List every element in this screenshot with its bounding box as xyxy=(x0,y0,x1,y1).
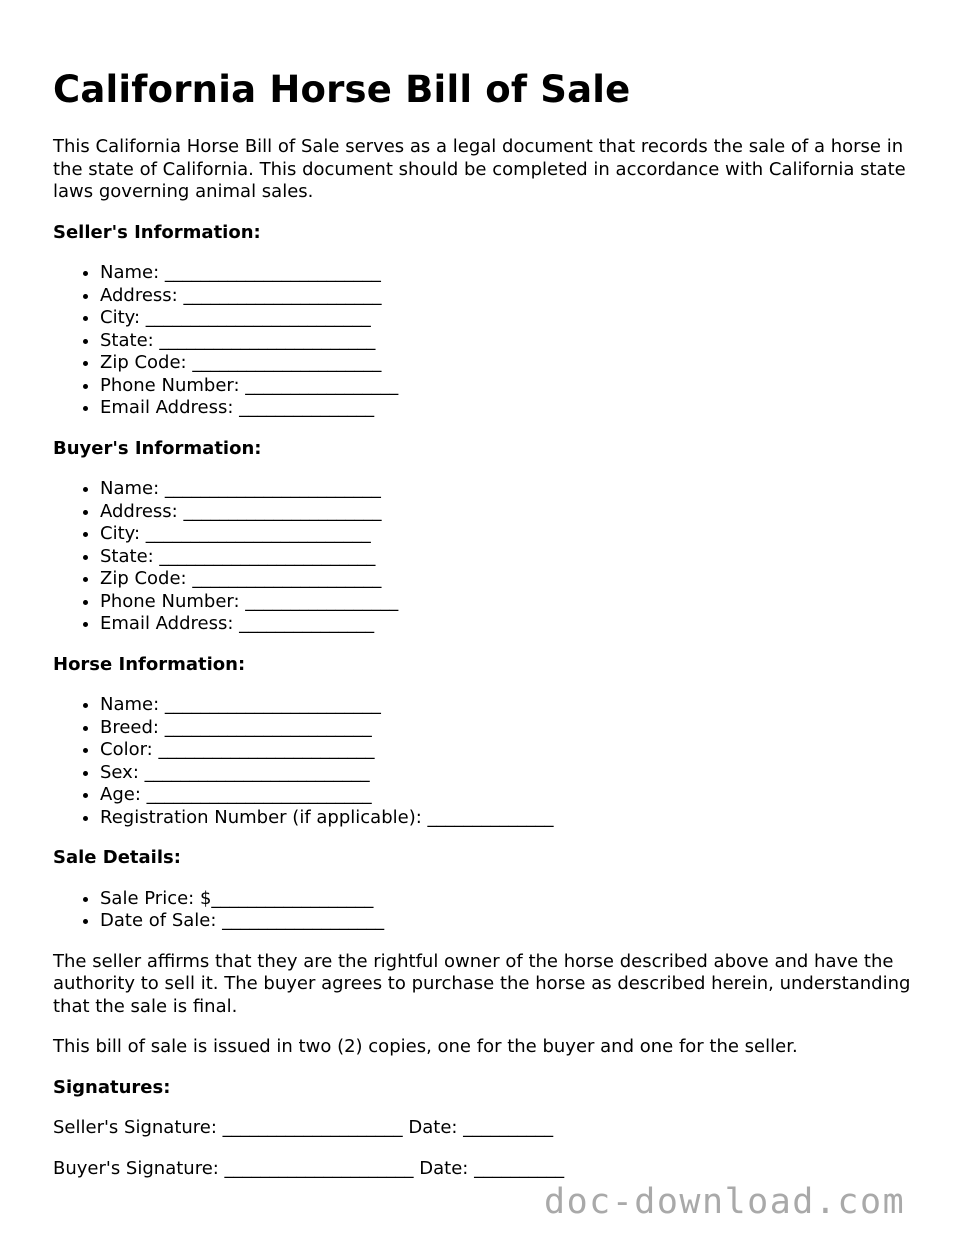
sale-date-field: • Date of Sale: __________________ xyxy=(100,910,913,933)
site-watermark: doc-download.com xyxy=(544,1182,906,1222)
seller-name-field: • Name: ________________________ xyxy=(100,262,913,285)
horse-breed-field: • Breed: _______________________ xyxy=(100,717,913,740)
buyer-fields-list xyxy=(53,478,913,636)
sale-price-field: • Sale Price: $__________________ xyxy=(100,888,913,911)
horse-name-field: • Name: ________________________ xyxy=(100,694,913,717)
sale-heading: Sale Details: xyxy=(53,847,181,868)
seller-address-field: • Address: ______________________ xyxy=(100,285,913,308)
sale-fields-list xyxy=(53,888,913,933)
signatures-heading: Signatures: xyxy=(53,1076,171,1098)
seller-zip-field: • Zip Code: _____________________ xyxy=(100,352,913,375)
document-title: California Horse Bill of Sale xyxy=(53,68,631,111)
seller-state-field: • State: ________________________ xyxy=(100,330,913,353)
buyer-email-field: • Email Address: _______________ xyxy=(100,613,913,636)
buyer-address-field: • Address: ______________________ xyxy=(100,501,913,524)
horse-registration-field: • Registration Number (if applicable): ______________ xyxy=(100,807,913,830)
seller-signature-line: Seller's Signature: ____________________ Date: __________ xyxy=(53,1117,554,1138)
buyer-signature-line: Buyer's Signature: _____________________ Date: __________ xyxy=(53,1157,565,1179)
seller-email-field: • Email Address: _______________ xyxy=(100,397,913,420)
seller-fields-list xyxy=(53,262,913,420)
seller-heading: Seller's Information: xyxy=(53,221,261,243)
horse-sex-field: • Sex: _________________________ xyxy=(100,762,913,785)
horse-age-field: • Age: _________________________ xyxy=(100,784,913,807)
affirmation-paragraph: The seller affirms that they are the rightful owner of the horse described above and have the authority to sell it. The buyer agrees to purchase the horse as described herein, understanding that the sale is final. xyxy=(53,950,911,1017)
copies-paragraph: This bill of sale is issued in two (2) copies, one for the buyer and one for the seller. xyxy=(53,1036,798,1057)
intro-paragraph: This California Horse Bill of Sale serves as a legal document that records the sale of a horse in the state of California. This document should be completed in accordance with California state laws governing animal sales. xyxy=(53,136,906,202)
buyer-city-field: • City: _________________________ xyxy=(100,523,913,546)
seller-city-field: • City: _________________________ xyxy=(100,307,913,330)
seller-phone-field: • Phone Number: _________________ xyxy=(100,375,913,398)
buyer-heading: Buyer's Information: xyxy=(53,437,262,459)
buyer-name-field: • Name: ________________________ xyxy=(100,478,913,501)
buyer-state-field: • State: ________________________ xyxy=(100,546,913,569)
horse-fields-list xyxy=(53,694,913,829)
buyer-phone-field: • Phone Number: _________________ xyxy=(100,591,913,614)
horse-color-field: • Color: ________________________ xyxy=(100,739,913,762)
buyer-zip-field: • Zip Code: _____________________ xyxy=(100,568,913,591)
horse-heading: Horse Information: xyxy=(53,653,246,675)
document-page xyxy=(53,62,913,1198)
